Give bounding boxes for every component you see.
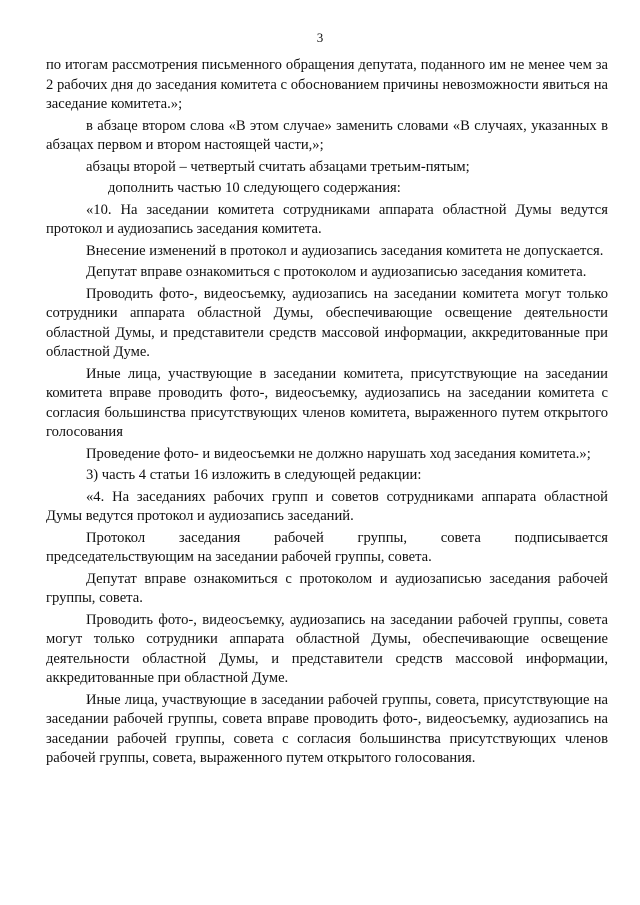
paragraph: Проводить фото-, видеосъемку, аудиозапись на заседании рабочей группы, совета могут только сотрудники аппарата областной Думы, обеспечивающие освещение деятельности областной Думы, и представители средств массовой информации, аккредитованные при областной Думе.	[46, 611, 608, 686]
paragraph: «10. На заседании комитета сотрудниками аппарата областной Думы ведутся протокол и аудиозапись заседания комитета.	[46, 201, 608, 237]
document-body	[46, 56, 608, 771]
paragraph: Иные лица, участвующие в заседании рабочей группы, совета, присутствующие на заседании рабочей группы, совета вправе проводить фото-, видеосъемку, аудиозапись на заседании рабочей группы, совета с согласия большинства присутствующих членов рабочей группы, совета, выраженного путем открытого голосования.	[46, 691, 608, 766]
paragraph: Внесение изменений в протокол и аудиозапись заседания комитета не допускается.	[86, 242, 604, 259]
paragraph: Депутат вправе ознакомиться с протоколом и аудиозаписью заседания рабочей группы, совета.	[46, 570, 608, 606]
paragraph: по итогам рассмотрения письменного обращения депутата, поданного им не менее чем за 2 рабочих дня до заседания комитета с обоснованием причины невозможности явиться на заседание комитета.»;	[46, 57, 608, 112]
paragraph: Протокол заседания рабочей группы, совета подписывается председательствующим на заседании рабочей группы, совета.	[46, 529, 608, 565]
paragraph: абзацы второй – четвертый считать абзацами третьим-пятым;	[86, 158, 470, 175]
paragraph: «4. На заседаниях рабочих групп и советов сотрудниками аппарата областной Думы ведутся протокол и аудиозапись заседаний.	[46, 488, 608, 524]
paragraph: Проведение фото- и видеосъемки не должно нарушать ход заседания комитета.»;	[86, 445, 591, 462]
paragraph: в абзаце втором слова «В этом случае» заменить словами «В случаях, указанных в абзацах первом и втором настоящей части,»;	[46, 117, 608, 153]
paragraph: Проводить фото-, видеосъемку, аудиозапись на заседании комитета могут только сотрудники аппарата областной Думы, обеспечивающие освещение деятельности областной Думы, и представители средств массовой информации, аккредитованные при областной Думе.	[46, 285, 608, 360]
page-number: 3	[316, 30, 324, 45]
paragraph: 3) часть 4 статьи 16 изложить в следующей редакции:	[86, 467, 422, 483]
paragraph: Иные лица, участвующие в заседании комитета, присутствующие на заседании комитета вправе проводить фото-, видеосъемку, аудиозапись на заседании комитета с согласия большинства присутствующих членов комитета, выраженного путем открытого голосования	[46, 365, 608, 440]
paragraph: Депутат вправе ознакомиться с протоколом и аудиозаписью заседания комитета.	[86, 264, 587, 280]
paragraph: дополнить частью 10 следующего содержания:	[108, 180, 401, 196]
